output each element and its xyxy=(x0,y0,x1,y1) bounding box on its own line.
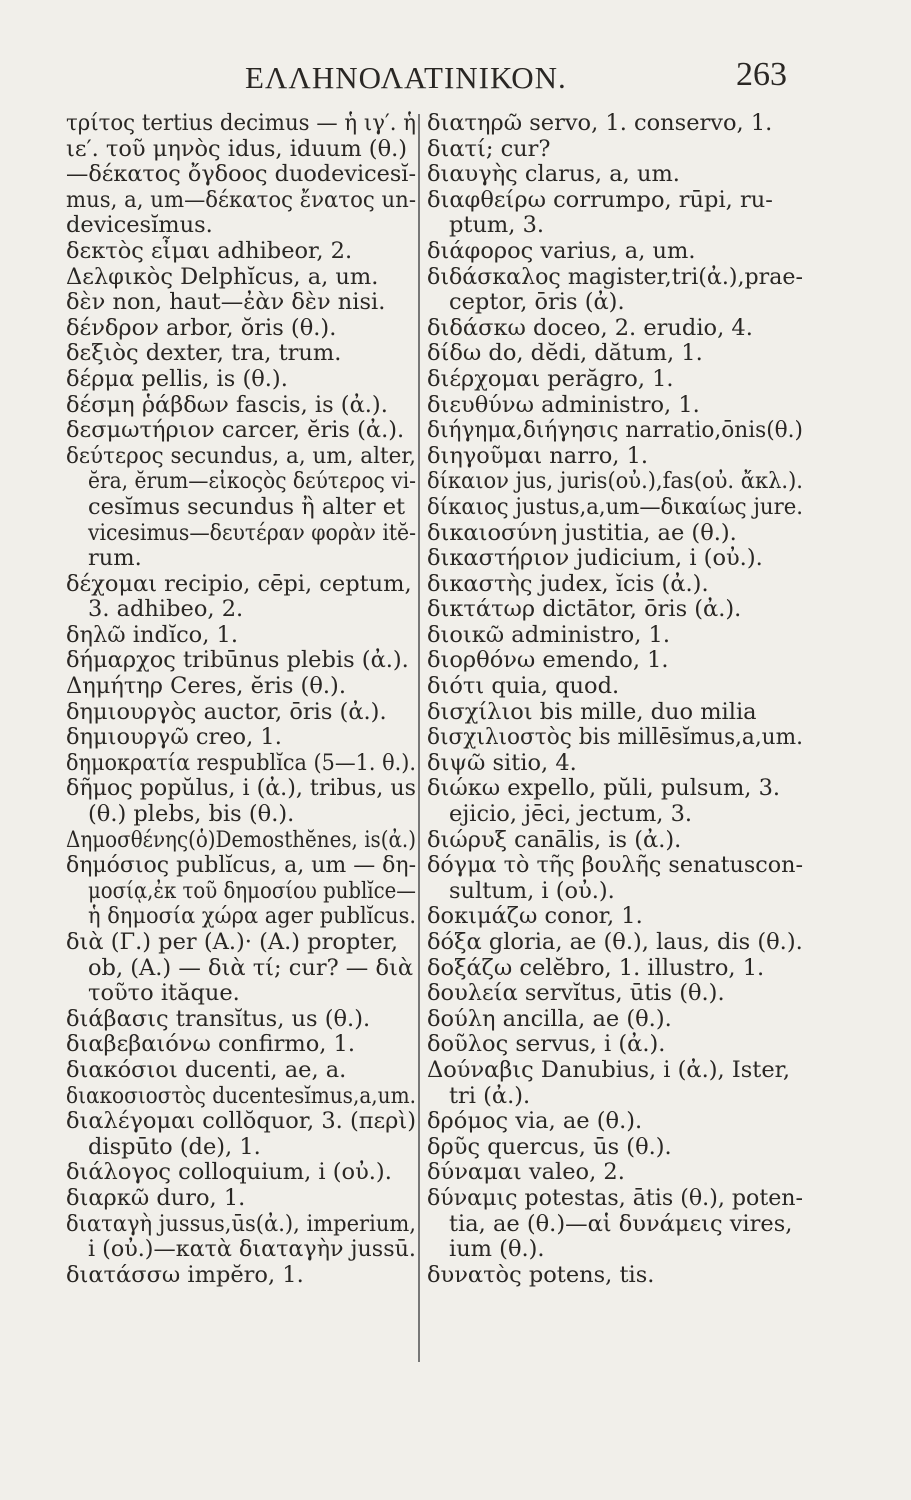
entry-line: mus, a, um—δέκατος ἔνατος un- xyxy=(66,186,416,213)
entry-line: διέρχομαι perăgro, 1. xyxy=(427,365,674,392)
entry-line: διακοσιοστὸς ducentesĭmus,a,um. xyxy=(66,1082,416,1109)
entry-line: δῆμος popŭlus, i (ἀ.), tribus, us xyxy=(66,775,416,802)
entry-line: δένδρον arbor, ŏris (θ.). xyxy=(66,314,337,341)
entry-line: 3. adhibeo, 2. xyxy=(88,596,244,623)
entry-line: dispūto (de), 1. xyxy=(88,1133,261,1160)
entry-line: δοξάζω celĕbro, 1. illustro, 1. xyxy=(427,954,765,981)
entry-line: δύναμαι valeo, 2. xyxy=(427,1159,625,1186)
entry-line: τρίτος tertius decimus — ἡ ιγ′. ἡ xyxy=(66,110,416,136)
entry-line: ιε′. τοῦ μηνὸς idus, iduum (θ.) xyxy=(66,135,408,162)
entry-line: δρόμος via, ae (θ.). xyxy=(427,1108,643,1135)
right-column xyxy=(427,111,803,1288)
entry-line: δεξιὸς dexter, tra, trum. xyxy=(66,340,342,367)
entry-line: διὰ (Γ.) per (Α.)· (Α.) propter, xyxy=(66,929,399,955)
entry-line: ob, (Α.) — διὰ τί; cur? — διὰ xyxy=(88,954,414,981)
entry-line: δικτάτωρ dictātor, ōris (ἀ.). xyxy=(427,596,742,623)
entry-line: δημόσιος publĭcus, a, um — δη- xyxy=(66,852,416,879)
entry-line: διψῶ sitio, 4. xyxy=(427,749,577,776)
entry-line: δόξα gloria, ae (θ.), laus, dis (θ.). xyxy=(427,929,803,955)
entry-line: διαυγὴς clarus, a, um. xyxy=(427,161,680,188)
entry-line: δημιουργὸς auctor, ōris (ἀ.). xyxy=(66,698,387,725)
entry-line: διατί; cur? xyxy=(427,135,551,162)
entry-line: διαρκῶ duro, 1. xyxy=(66,1184,246,1211)
entry-line: ἡ δημοσία χώρα ager publĭcus. xyxy=(88,903,416,930)
entry-line: —δέκατος ὄγδοος duodevicesĭ- xyxy=(66,161,416,188)
entry-line: διατάσσω impĕro, 1. xyxy=(66,1261,304,1288)
entry-line: διοικῶ administro, 1. xyxy=(427,621,670,648)
entry-line: vicesimus—δευτέραν φορὰν itĕ- xyxy=(88,519,416,546)
entry-line: διαβεβαιόνω confirmo, 1. xyxy=(66,1031,356,1058)
entry-line: διορθόνω emendo, 1. xyxy=(427,647,669,674)
entry-line: (θ.) plebs, bis (θ.). xyxy=(88,801,295,828)
entry-line: δεύτερος secundus, a, um, alter, xyxy=(66,442,416,469)
entry-line: διαταγὴ jussus,ūs(ἀ.), imperium, xyxy=(66,1210,416,1237)
entry-line: διευθύνω administro, 1. xyxy=(427,391,700,418)
entry-line: διατηρῶ servo, 1. conservo, 1. xyxy=(427,110,773,136)
entry-line: δέσμη ῥάβδων fascis, is (ἀ.). xyxy=(66,391,388,418)
entry-line: δοκιμάζω conor, 1. xyxy=(427,903,643,930)
entry-line: devicesĭmus. xyxy=(66,212,213,239)
entry-line: ium (θ.). xyxy=(449,1236,545,1263)
entry-line: διαλέγομαι collŏquor, 3. (περὶ) xyxy=(66,1108,416,1135)
entry-line: δισχίλιοι bis mille, duo milia xyxy=(427,698,757,725)
entry-line: cesĭmus secundus ἢ alter et xyxy=(88,493,406,520)
page-number: 263 xyxy=(736,56,787,93)
entry-line: sultum, i (οὐ.). xyxy=(449,877,615,904)
column-divider xyxy=(418,114,420,1362)
entry-line: δηλῶ indĭco, 1. xyxy=(66,621,238,648)
entry-line: διδάσκω doceo, 2. erudio, 4. xyxy=(427,314,753,341)
entry-line: δημιουργῶ creo, 1. xyxy=(66,724,282,751)
entry-line: ĕra, ĕrum—εἰκοςὸς δεύτερος vi- xyxy=(88,468,416,495)
entry-line: δοῦλος servus, i (ἀ.). xyxy=(427,1031,666,1058)
entry-line: διαφθείρω corrumpo, rūpi, ru- xyxy=(427,186,773,213)
entry-line: δυνατὸς potens, tis. xyxy=(427,1261,655,1288)
entry-line: ptum, 3. xyxy=(449,212,545,239)
entry-line: διότι quia, quod. xyxy=(427,673,620,700)
entry-line: δούλη ancilla, ae (θ.). xyxy=(427,1005,672,1032)
entry-line: μοσίᾳ,ἐκ τοῦ δημοσίου publĭce— xyxy=(88,877,416,904)
entry-line: διώκω expello, pŭli, pulsum, 3. xyxy=(427,775,781,802)
entry-line: δικαστήριον judicium, i (οὐ.). xyxy=(427,545,763,572)
entry-line: Δημοσθένης(ὁ)Demosthĕnes, is(ἀ.) xyxy=(66,826,416,853)
entry-line: τοῦτο ităque. xyxy=(88,980,240,1007)
entry-line: δύναμις potestas, ātis (θ.), poten- xyxy=(427,1184,803,1211)
running-head xyxy=(0,52,911,102)
running-title: ΕΛΛΗΝΟΛΑΤΙΝΙΚΟΝ. xyxy=(245,60,567,95)
entry-line: δόγμα τὸ τῆς βουλῆς senatuscon- xyxy=(427,852,803,879)
entry-line: δισχιλιοστὸς bis millēsĭmus,a,um. xyxy=(427,724,803,751)
entry-line: rum. xyxy=(88,545,142,572)
entry-line: διώρυξ canālis, is (ἀ.). xyxy=(427,826,682,853)
left-column xyxy=(66,111,416,1288)
entry-line: δέρμα pellis, is (θ.). xyxy=(66,365,288,392)
entry-line: διήγημα,διήγησις narratio,ōnis(θ.) xyxy=(427,417,803,444)
entry-line: δεκτὸς εἶμαι adhibeor, 2. xyxy=(66,237,353,264)
entry-line: ceptor, ōris (ἀ). xyxy=(449,289,625,316)
entry-line: i (οὐ.)—κατὰ διαταγὴν jussū. xyxy=(88,1236,416,1263)
entry-line: Δούναβις Danubius, i (ἀ.), Ister, xyxy=(427,1056,791,1083)
entry-line: δικαστὴς judex, ĭcis (ἀ.). xyxy=(427,570,709,597)
entry-line: δικαιοσύνη justitia, ae (θ.). xyxy=(427,519,737,546)
entry-line: διάφορος varius, a, um. xyxy=(427,237,696,264)
entry-line: tri (ἀ.). xyxy=(449,1082,531,1109)
entry-line: διάβασις transĭtus, us (θ.). xyxy=(66,1005,371,1032)
entry-line: δουλεία servĭtus, ūtis (θ.). xyxy=(427,980,725,1007)
entry-line: δίκαιον jus, juris(οὐ.),fas(οὐ. ἄκλ.). xyxy=(427,468,803,495)
entry-line: διακόσιοι ducenti, ae, a. xyxy=(66,1056,347,1083)
entry-line: διάλογος colloquium, i (οὐ.). xyxy=(66,1159,392,1186)
entry-line: Δημήτηρ Ceres, ĕris (θ.). xyxy=(66,673,346,700)
entry-line: δίδω do, dĕdi, dătum, 1. xyxy=(427,340,703,367)
entry-line: δρῦς quercus, ūs (θ.). xyxy=(427,1133,672,1160)
entry-line: δέχομαι recipio, cēpi, ceptum, xyxy=(66,570,412,597)
entry-line: δημοκρατία respublĭca (5—1. θ.). xyxy=(66,749,416,776)
entry-line: δεσμωτήριον carcer, ĕris (ἀ.). xyxy=(66,417,405,444)
entry-line: δὲν non, haut—ἐὰν δὲν nisi. xyxy=(66,289,386,316)
entry-line: δίκαιος justus,a,um—δικαίως jure. xyxy=(427,493,803,520)
entry-line: διηγοῦμαι narro, 1. xyxy=(427,442,649,469)
entry-line: Δελφικὸς Delphĭcus, a, um. xyxy=(66,263,379,290)
entry-line: tia, ae (θ.)—αἱ δυνάμεις vires, xyxy=(449,1210,793,1237)
entry-line: διδάσκαλος magister,tri(ἀ.),prae- xyxy=(427,263,803,290)
entry-line: ejicio, jēci, jectum, 3. xyxy=(449,801,693,828)
entry-line: δήμαρχος tribūnus plebis (ἀ.). xyxy=(66,647,409,674)
